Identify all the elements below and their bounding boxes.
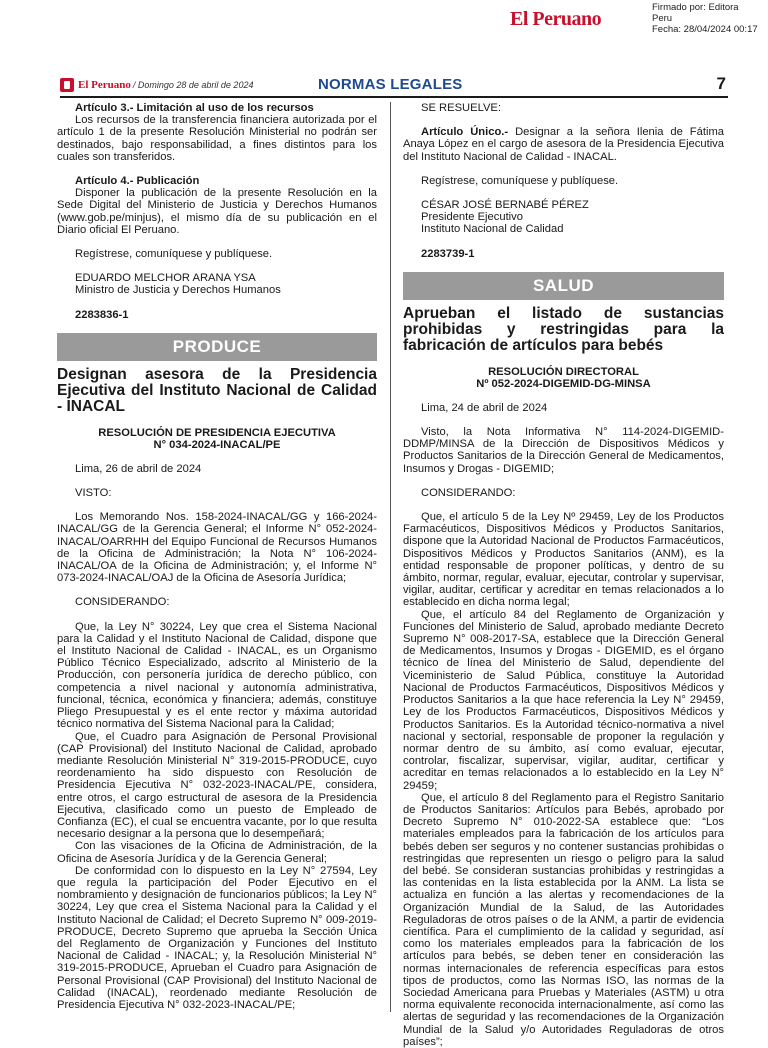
left-column	[57, 102, 377, 1011]
signer-name: CÉSAR JOSÉ BERNABÉ PÉREZ	[421, 199, 589, 212]
place-date: Lima, 24 de abril de 2024	[421, 401, 548, 414]
article-3-text: Los recursos de la transferencia financiera autorizada por el artículo 1 de la presente Resolución Ministerial no podrán ser destinados, bajo responsabilidad, a fines distintos para los cuales son transferidos.	[57, 114, 377, 163]
page-header	[60, 76, 728, 98]
resolution-number: N° 034-2024-INACAL/PE	[153, 438, 281, 451]
article-3-title: Artículo 3.- Limitación al uso de los recursos	[75, 102, 314, 114]
digital-signature	[652, 2, 758, 35]
visto-text: Los Memorando Nos. 158-2024-INACAL/GG y 166-2024-INACAL/GG de la Gerencia General; el Informe N° 052-2024-INACAL/OARRHH del Equipo Funcional de Recursos Humanos de la Oficina de Administración; la Nota N° 106-2024-INACAL/OA de la Oficina de Administración; y, el Informe N° 073-2024-INACAL/OAJ de la Oficina de Asesoría Jurídica;	[57, 511, 377, 585]
el-peruano-logo: El Peruano	[510, 8, 602, 30]
headline-produce: Designan asesora de la Presidencia Ejecutiva del Instituto Nacional de Calidad - INACAL	[57, 365, 377, 415]
considerando-paragraph: Que, el artículo 8 del Reglamento para el Registro Sanitario de Productos Sanitarios: Artículos para Bebés, aprobado por Decreto Supremo N° 010-2022-SA establece que: “Los materiales empleados para la fabricación de los artículos para bebés deben ser seguros y no contener sustancias prohibidas o restringidas que representen un riesgo o peligro para la salud del bebé. Se consideran sustancias prohibidas y restringidas a las contenidas en la lista establecida por la ANM. La lista se actualiza en función a las alertas y recomendaciones de la Organización Mundial de la Salud, de las Autoridades Reguladoras de otros países o de la ANM, a partir de evidencia científica. Para el cumplimiento de la calidad y seguridad, así como los materiales empleados para la fabricación de los artículos para bebés, se deben tener en consideración las normas internacionales de referencia específicas para estos tipos de productos, como las Normas ISO, las normas de la Sociedad Americana para Pruebas y Materiales (ASTM) u otra norma equivalente reconocida internacionalmente, así como las alertas de seguridad y las recomendaciones de la Organización Mundial de la Salud y/o Autoridades Reguladoras de otros países”;	[403, 791, 724, 1048]
publication-code: 2283836-1	[75, 308, 129, 321]
considerando-paragraph: Que, la Ley N° 30224, Ley que crea el Sistema Nacional para la Calidad y el Instituto Nacional de Calidad, dispone que el Instituto Nacional de Calidad - INACAL, es un Organismo Público Técnico Especializado, adscrito al Ministerio de la Producción, con personería jurídica de derecho público, con competencia a nivel nacional y autonomía administrativa, funcional, técnica, económica y financiera; además, constituye Pliego Presupuestal y es el ente rector y máxima autoridad técnico normativa del Sistema Nacional para la Calidad;	[57, 620, 377, 731]
signature-signed-by: Firmado por: Editora	[652, 2, 739, 13]
considerando-paragraph: Con las visaciones de la Oficina de Administración, de la Oficina de Asesoría Jurídica y de la Gerencia General;	[57, 840, 377, 865]
considerando-paragraph: Que, el artículo 84 del Reglamento de Organización y Funciones del Ministerio de Salud, aprobado mediante Decreto Supremo N° 008-2017-SA, establece que la Dirección General de Medicamentos, Insumos y Drogas - DIGEMID, es el órgano técnico de línea del Ministerio de Salud, dependiente del Viceministerio de Salud Pública, constituye la Autoridad Nacional de Productos Farmacéuticos, Dispositivos Médicos y Productos Sanitarios a la que hace referencia la Ley N° 29459, Ley de los Productos Farmacéuticos, Dispositivos Médicos y Productos Sanitarios. Es la Autoridad técnico-normativa a nivel nacional y sectorial, responsable de proponer la regulación y normar dentro de su ámbito, así como evaluar, ejecutar, controlar, fiscalizar, supervisar, vigilar, auditar, certificar y acreditar en temas relacionados a lo establecido en la Ley N° 29459;	[403, 608, 724, 792]
section-header-produce: PRODUCE	[57, 333, 377, 361]
signer-institution: Instituto Nacional de Calidad	[421, 223, 564, 236]
signer-role: Presidente Ejecutivo	[421, 211, 523, 224]
visto-text: Visto, la Nota Informativa N° 114-2024-DIGEMID-DDMP/MINSA de la Dirección de Dispositivos Médicos y Productos Sanitarios de la Dirección General de Medicamentos, Insumos y Drogas - DIGEMID;	[403, 426, 724, 475]
signature-signed-by-2: Peru	[652, 13, 673, 24]
considerando-label: CONSIDERANDO:	[75, 596, 170, 609]
right-column	[403, 102, 724, 1048]
place-date: Lima, 26 de abril de 2024	[75, 462, 202, 475]
page-number: 7	[716, 74, 726, 93]
signer-role: Ministro de Justicia y Derechos Humanos	[75, 284, 281, 297]
considerando-paragraph: Que, el Cuadro para Asignación de Personal Provisional (CAP Provisional) del Instituto Nacional de Calidad, aprobado mediante Resolución Ministerial N° 319-2015-PRODUCE, cuyo reordenamiento ha sido dispuesto con Resolución de Presidencia Ejecutiva N° 032-2023-INACAL/PE, considera, entre otros, el cargo estructural de asesora de la Presidencia Ejecutiva, clasificado como un puesto de Empleado de Confianza (EC), el cual se encuentra vacante, por lo que resulta necesario designar a la persona que lo desempeñará;	[57, 730, 377, 841]
header-date: / Domingo 28 de abril de 2024	[132, 80, 254, 90]
considerando-label: CONSIDERANDO:	[421, 486, 516, 499]
header-title: NORMAS LEGALES	[318, 76, 463, 93]
resolution-number: Nº 052-2024-DIGEMID-DG-MINSA	[476, 377, 651, 390]
article-4-title: Artículo 4.- Publicación	[75, 175, 200, 188]
article-4-text: Disponer la publicación de la presente Resolución en la Sede Digital del Ministerio de Justicia y Derechos Humanos (www.gob.pe/minjus), el mismo día de su publicación en el Diario oficial El Peruano.	[57, 187, 377, 236]
resolution-title: RESOLUCIÓN DIRECTORAL	[488, 365, 639, 378]
column-divider	[390, 102, 391, 1012]
headline-salud: Aprueban el listado de sustancias prohibidas y restringidas para la fabricación de artículos para bebés	[403, 304, 724, 354]
emblem-icon	[60, 78, 74, 92]
visto-label: VISTO:	[75, 487, 112, 500]
closing-formula: Regístrese, comuníquese y publíquese.	[421, 174, 619, 187]
resolution-title: RESOLUCIÓN DE PRESIDENCIA EJECUTIVA	[98, 426, 336, 439]
publication-code: 2283739-1	[421, 247, 475, 260]
se-resuelve: SE RESUELVE:	[421, 102, 501, 114]
considerando-paragraph: Que, el artículo 5 de la Ley Nº 29459, Ley de los Productos Farmacéuticos, Dispositivos Médicos y Productos Sanitarios, dispone que la Autoridad Nacional de Productos Farmacéuticos, Dispositivos Médicos y Productos Sanitarios (ANM), es la entidad responsable de proponer políticas, y dentro de su ámbito, normar, regular, evaluar, ejecutar, controlar y supervisar, vigilar, auditar, certificar y acreditar en temas relacionados a lo establecido en dicha norma legal;	[403, 511, 724, 609]
section-header-salud: SALUD	[403, 272, 724, 300]
closing-formula: Regístrese, comuníquese y publíquese.	[75, 248, 273, 261]
considerando-paragraph: De conformidad con lo dispuesto en la Ley N° 27594, Ley que regula la participación del Poder Ejecutivo en el nombramiento y designación de funcionarios públicos; la Ley N° 30224, Ley que crea el Sistema Nacional para la Calidad y el Instituto Nacional de Calidad; el Decreto Supremo N° 009-2019-PRODUCE, Decreto Supremo que aprueba la Sección Única del Reglamento de Organización y Funciones del Instituto Nacional de Calidad - INACAL; y, la Resolución Ministerial N° 319-2015-PRODUCE, Aprueban el Cuadro para Asignación de Personal Provisional (CAP Provisional) del Instituto Nacional de Calidad (INACAL), reordenado mediante Resolución de Presidencia Ejecutiva N° 032-2023-INACAL/PE;	[57, 864, 377, 1011]
article-unico-text: Designar a la señora Ilenia de Fátima Anaya López en el cargo de asesora de la Presidencia Ejecutiva del Instituto Nacional de Calidad - INACAL.	[403, 126, 724, 163]
header-brand: El Peruano	[78, 79, 131, 91]
signature-date: Fecha: 28/04/2024 00:17	[652, 24, 758, 35]
header-logo	[60, 78, 253, 92]
article-unico	[403, 126, 724, 163]
signer-name: EDUARDO MELCHOR ARANA YSA	[75, 272, 256, 285]
article-unico-title: Artículo Único.-	[421, 126, 509, 139]
